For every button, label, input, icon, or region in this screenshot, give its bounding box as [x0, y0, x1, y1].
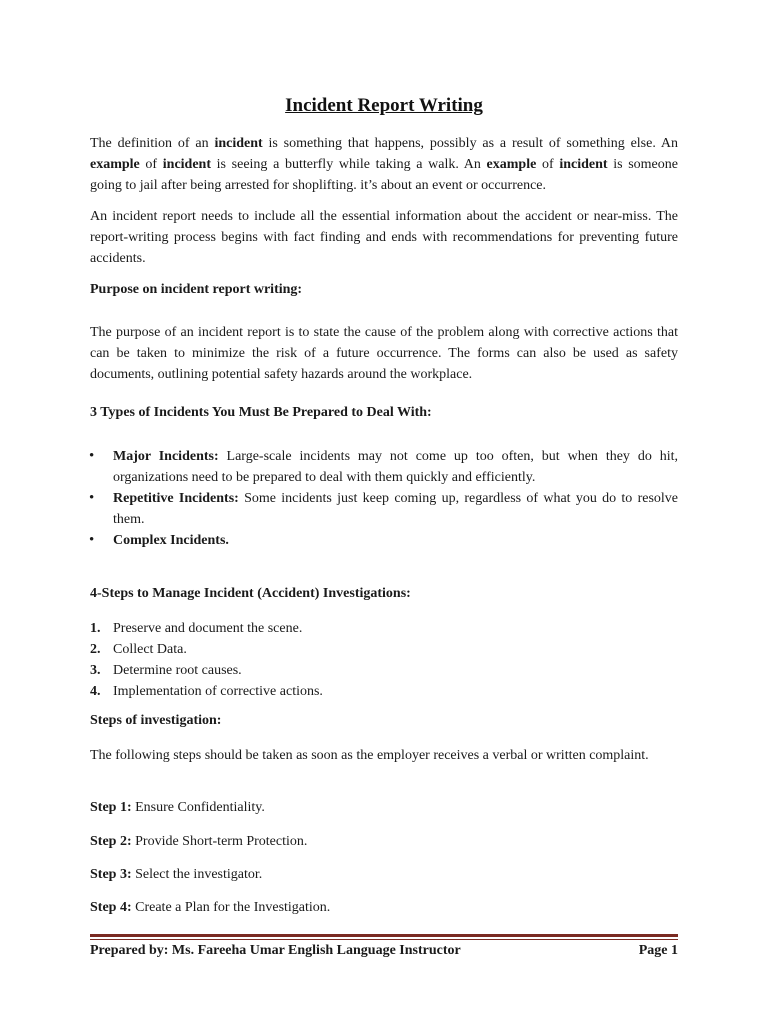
list-item: • Complex Incidents. [90, 530, 678, 551]
investigation-heading: Steps of investigation: [90, 713, 222, 728]
investigation-step: Step 1: Ensure Confidentiality. [90, 800, 265, 815]
investigation-paragraph: The following steps should be taken as soon as the employer receives a verbal or written complaint. [90, 748, 649, 763]
manage-steps-heading: 4-Steps to Manage Incident (Accident) Investigations: [90, 586, 411, 601]
footer-divider [90, 934, 678, 937]
page-title: Incident Report Writing [285, 95, 483, 116]
types-heading: 3 Types of Incidents You Must Be Prepared to Deal With: [90, 405, 432, 420]
manage-steps-list [90, 618, 678, 702]
list-item: • Repetitive Incidents: Some incidents just keep coming up, regardless of what you do to resolve them. [90, 488, 678, 530]
purpose-paragraph: The purpose of an incident report is to state the cause of the problem along with corrective actions that can be taken to minimize the risk of a future occurrence. The forms can also be used as safety documents, outlining potential safety hazards around the workplace. [90, 325, 678, 382]
footer-divider-thin [90, 939, 678, 940]
list-item: 1. Preserve and document the scene. [90, 621, 303, 636]
intro-paragraph-2: An incident report needs to include all the essential information about the accident or near-miss. The report-writing process begins with fact finding and ends with recommendations for preventing future accidents. [90, 209, 678, 266]
intro-paragraph-1: The definition of an incident is something that happens, possibly as a result of something else. An example of incident is seeing a butterfly while taking a walk. An example of incident is someone going to jail after being arrested for shoplifting. it’s about an event or occurrence. [90, 136, 679, 193]
purpose-heading: Purpose on incident report writing: [90, 282, 303, 297]
list-item: • Major Incidents: Large-scale incidents may not come up too often, but when they do hit, organizations need to be prepared to deal with them quickly and efficiently. [90, 446, 678, 488]
list-item: 2. Collect Data. [90, 642, 187, 657]
list-item: 3. Determine root causes. [90, 663, 242, 678]
investigation-step: Step 3: Select the investigator. [90, 867, 263, 882]
footer-author: Prepared by: Ms. Fareeha Umar English Language Instructor [90, 943, 461, 958]
footer-page-number: Page 1 [638, 943, 678, 958]
list-item: 4. Implementation of corrective actions. [90, 684, 323, 699]
incident-types-list [90, 446, 678, 551]
investigation-step: Step 2: Provide Short-term Protection. [90, 834, 308, 849]
investigation-step: Step 4: Create a Plan for the Investigation. [90, 900, 331, 915]
